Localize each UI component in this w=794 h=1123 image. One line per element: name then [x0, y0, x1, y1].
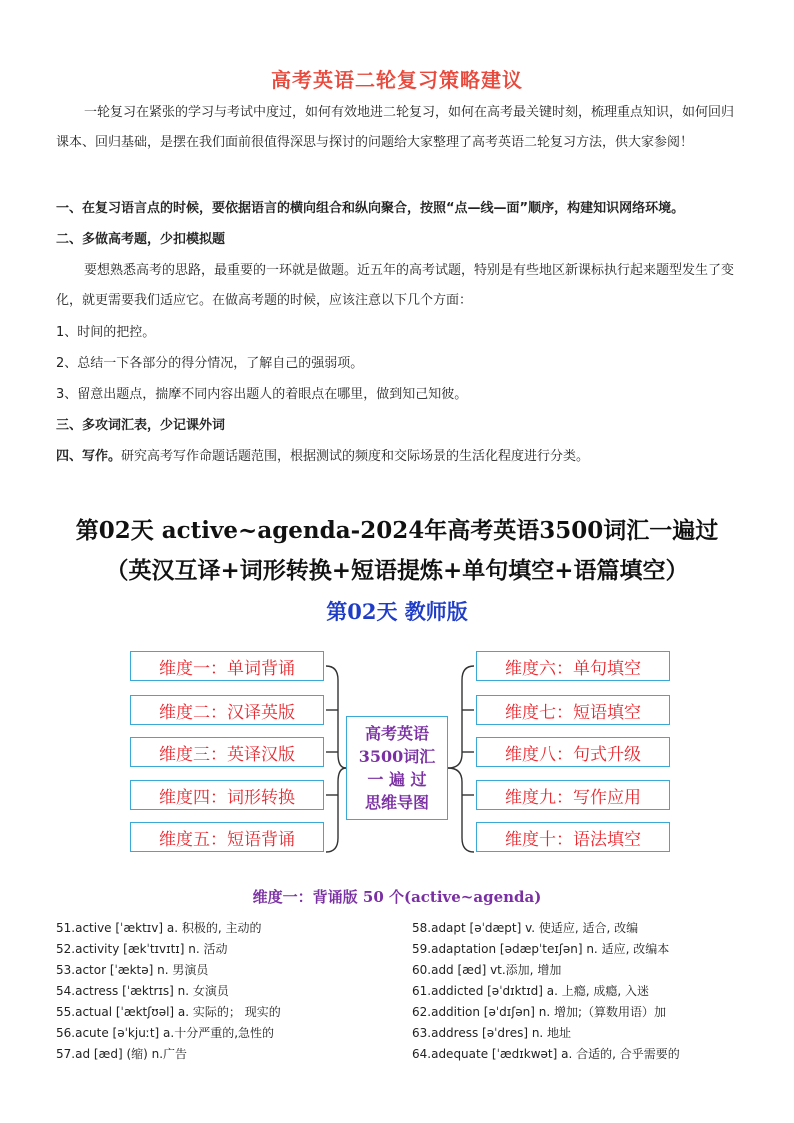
point-3: 3、留意出题点，揣摩不同内容出题人的着眼点在哪里，做到知己知彼。 — [56, 387, 468, 402]
point-2: 2、总结一下各部分的得分情况，了解自己的强弱项。 — [56, 356, 364, 371]
mindmap-right-1: 维度六：单句填空 — [476, 651, 670, 681]
intro-paragraph: 一轮复习在紧张的学习与考试中度过，如何有效地进二轮复习，如何在高考最关键时刻，梳理重点知识，如何回归课本、回归基础，是摆在我们面前很值得深思与探讨的问题给大家整理了高考英语二轮复习方法，供大家参阅！ — [56, 105, 735, 150]
center-line-4: 思维导图 — [364, 793, 429, 812]
vocab-item: 59.adaptation [ədæpˈteɪʃən] n. 适应, 改编本 — [412, 942, 670, 956]
vocab-item: 54.actress [ˈæktrɪs] n. 女演员 — [56, 984, 229, 998]
vocab-item: 51.active [ˈæktɪv] a. 积极的, 主动的 — [56, 921, 262, 935]
mindmap-right-3: 维度八：句式升级 — [476, 737, 670, 767]
vocab-list-right — [412, 918, 680, 1065]
sub-title: 第02天 教师版 — [326, 599, 468, 624]
mindmap-left-3: 维度三：英译汉版 — [130, 737, 324, 767]
center-line-1: 高考英语 — [364, 724, 429, 743]
vocab-item: 61.addicted [əˈdɪktɪd] a. 上瘾, 成瘾, 入迷 — [412, 984, 650, 998]
vocab-item: 58.adapt [əˈdæpt] v. 使适应, 适合, 改编 — [412, 921, 639, 935]
mindmap-right-5: 维度十：语法填空 — [476, 822, 670, 852]
main-title-line1: 第02天 active~agenda-2024年高考英语3500词汇一遍过 — [75, 517, 719, 544]
page-title: 高考英语二轮复习策略建议 — [271, 68, 523, 92]
vocab-item: 52.activity [ækˈtɪvɪtɪ] n. 活动 — [56, 942, 228, 956]
vocab-item: 56.acute [əˈkjuːt] a.十分严重的,急性的 — [56, 1026, 275, 1040]
mindmap-right-4: 维度九：写作应用 — [476, 780, 670, 810]
dimension-heading: 维度一：背诵版 50 个(active~agenda) — [252, 888, 542, 906]
point-1: 1、时间的把控。 — [56, 325, 156, 340]
vocab-list-left — [56, 918, 281, 1065]
section-3: 三、多攻词汇表，少记课外词 — [56, 418, 226, 433]
vocab-item: 57.ad [æd] (缩) n.广告 — [56, 1047, 188, 1061]
mindmap-left-4: 维度四：词形转换 — [130, 780, 324, 810]
vocab-item: 55.actual [ˈæktʃʊəl] a. 实际的； 现实的 — [56, 1005, 281, 1019]
vocab-item: 62.addition [əˈdɪʃən] n. 增加;（算数用语）加 — [412, 1005, 667, 1019]
center-line-2: 3500词汇 — [358, 747, 436, 766]
mindmap-left-2: 维度二：汉译英版 — [130, 695, 324, 725]
vocab-item: 53.actor [ˈæktə] n. 男演员 — [56, 963, 209, 977]
mindmap-center — [346, 716, 448, 820]
main-title-line2: （英汉互译+词形转换+短语提炼+单句填空+语篇填空） — [105, 557, 689, 584]
section-4-heading: 四、写作。 — [56, 449, 122, 464]
section-2-body: 要想熟悉高考的思路，最重要的一环就是做题。近五年的高考试题，特别是有些地区新课标执行起来题型发生了变化，就更需要我们适应它。在做高考题的时候，应该注意以下几个方面： — [56, 263, 735, 308]
vocab-item: 60.add [æd] vt.添加, 增加 — [412, 963, 562, 977]
vocab-item: 64.adequate [ˈædɪkwət] a. 合适的, 合乎需要的 — [412, 1047, 680, 1061]
mindmap-left-5: 维度五：短语背诵 — [130, 822, 324, 852]
center-line-3: 一 遍 过 — [367, 770, 427, 789]
section-4-body: 研究高考写作命题话题范围，根据测试的频度和交际场景的生活化程度进行分类。 — [121, 449, 590, 464]
vocab-item: 63.address [əˈdres] n. 地址 — [412, 1026, 572, 1040]
mindmap-left-1: 维度一：单词背诵 — [130, 651, 324, 681]
section-1: 一、在复习语言点的时候，要依据语言的横向组合和纵向聚合，按照“点—线—面”顺序，构建知识网络环境。 — [56, 201, 685, 216]
mindmap-right-2: 维度七：短语填空 — [476, 695, 670, 725]
section-2-heading: 二、多做高考题，少扣模拟题 — [56, 232, 226, 247]
